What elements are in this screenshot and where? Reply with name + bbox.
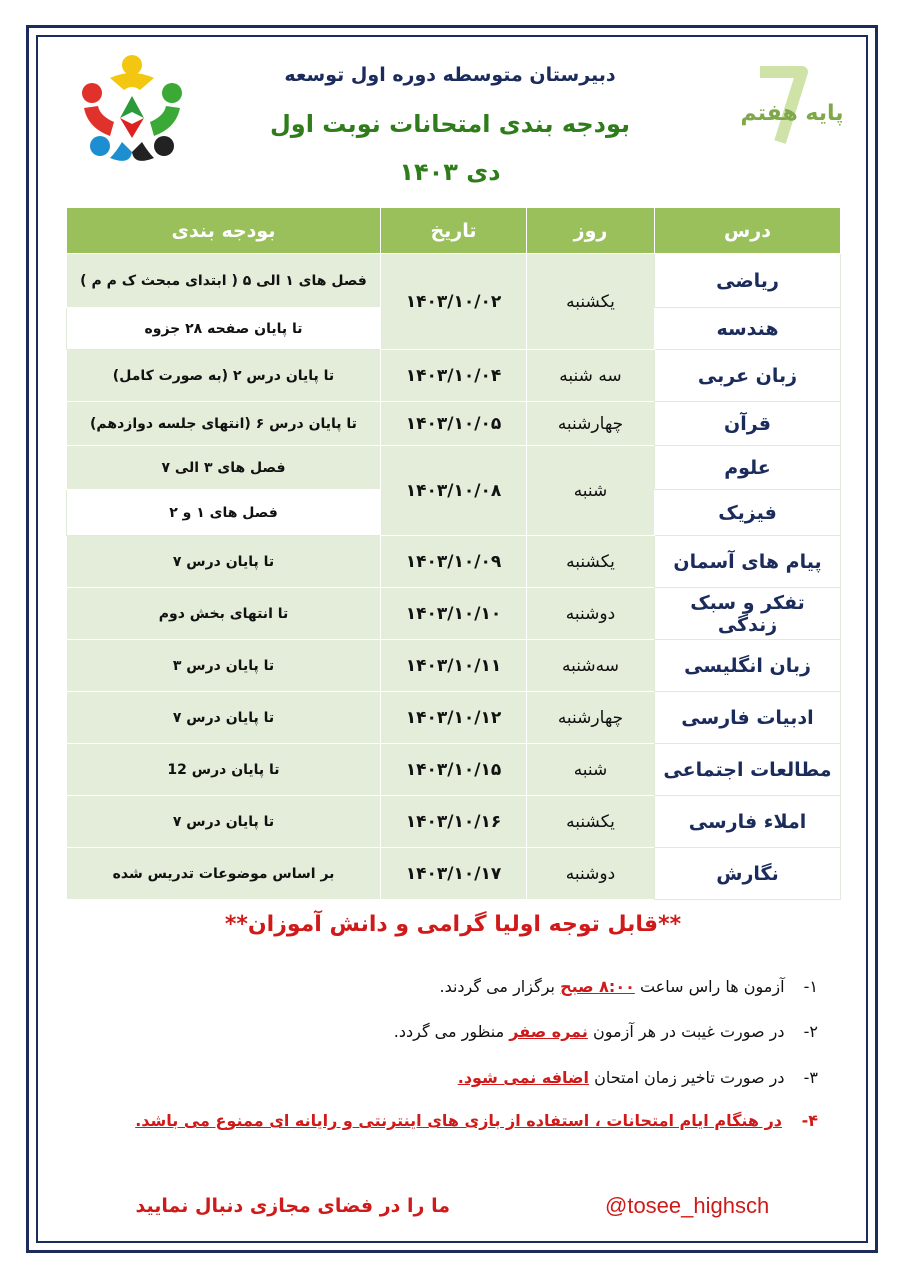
- day-cell: سه شنبه: [527, 350, 655, 402]
- day-cell: شنبه: [527, 446, 655, 536]
- date-cell: ۱۴۰۳/۱۰/۰۵: [381, 402, 527, 446]
- notice-number: ۳-: [803, 1068, 818, 1087]
- subject-cell: تفکر و سبک زندگی: [655, 588, 841, 640]
- day-cell: دوشنبه: [527, 848, 655, 900]
- notice-item: [394, 1022, 818, 1041]
- notice-number: ۲-: [803, 1022, 818, 1041]
- notice-item: [135, 1111, 818, 1130]
- subject-cell: علوم: [655, 446, 841, 490]
- date-cell: ۱۴۰۳/۱۰/۰۹: [381, 536, 527, 588]
- notice-item: [439, 977, 818, 996]
- subject-cell: فیزیک: [655, 490, 841, 536]
- scope-cell: فصل های ۱ و ۲: [67, 490, 381, 536]
- notice-title: **قابل توجه اولیا گرامی و دانش آموزان**: [224, 912, 682, 937]
- scope-cell: تا پایان درس ۷: [67, 536, 381, 588]
- notice-highlight: ۸:۰۰ صبح: [560, 977, 635, 996]
- subject-cell: زبان عربی: [655, 350, 841, 402]
- date-cell: ۱۴۰۳/۱۰/۰۴: [381, 350, 527, 402]
- day-cell: شنبه: [527, 744, 655, 796]
- notice-text: برگزار می گردند.: [439, 977, 555, 996]
- date-cell: ۱۴۰۳/۱۰/۱۲: [381, 692, 527, 744]
- date-cell: ۱۴۰۳/۱۰/۱۷: [381, 848, 527, 900]
- date-cell: ۱۴۰۳/۱۰/۱۵: [381, 744, 527, 796]
- notice-number: ۱-: [803, 977, 818, 996]
- notice-text: در صورت غیبت در هر آزمون: [593, 1022, 785, 1041]
- table-row: [67, 692, 841, 744]
- day-cell: یکشنبه: [527, 796, 655, 848]
- date-cell: ۱۴۰۳/۱۰/۱۰: [381, 588, 527, 640]
- notice-text: منظور می گردد.: [393, 1022, 505, 1041]
- notice-text: در هنگام ایام امتحانات ، استفاده از بازی های اینترنتی و رایانه ای ممنوع می باشد.: [135, 1111, 783, 1130]
- subject-cell: زبان انگلیسی: [655, 640, 841, 692]
- table-row: [67, 796, 841, 848]
- scope-cell: تا پایان درس ۷: [67, 796, 381, 848]
- scope-cell: تا پایان صفحه ۲۸ جزوه: [67, 308, 381, 350]
- table-row: [67, 402, 841, 446]
- day-cell: چهارشنبه: [527, 402, 655, 446]
- school-logo: [70, 48, 195, 173]
- date-cell: ۱۴۰۳/۱۰/۰۲: [381, 254, 527, 350]
- table-row: [67, 536, 841, 588]
- instagram-handle[interactable]: @tosee_highsch: [605, 1193, 770, 1218]
- subject-cell: پیام های آسمان: [655, 536, 841, 588]
- date-cell: ۱۴۰۳/۱۰/۱۶: [381, 796, 527, 848]
- scope-cell: فصل های ۱ الی ۵ ( ابتدای مبحث ک م م ): [67, 254, 381, 308]
- scope-cell: تا پایان درس ۶ (انتهای جلسه دوازدهم): [67, 402, 381, 446]
- header-subject: درس: [655, 208, 841, 254]
- scope-cell: بر اساس موضوعات تدریس شده: [67, 848, 381, 900]
- day-cell: یکشنبه: [527, 536, 655, 588]
- table-row: [67, 744, 841, 796]
- grade-badge: [740, 62, 845, 152]
- notice-text: در صورت تاخیر زمان امتحان: [594, 1068, 785, 1087]
- notice-text: آزمون ها راس ساعت: [639, 977, 785, 996]
- subject-cell: املاء فارسی: [655, 796, 841, 848]
- table-row: [67, 640, 841, 692]
- table-row: [67, 446, 841, 490]
- table-row: [67, 588, 841, 640]
- grade-seven-icon: [740, 62, 845, 152]
- subject-cell: ریاضی: [655, 254, 841, 308]
- table-row: [67, 350, 841, 402]
- page-title: بودجه بندی امتحانات نوبت اول: [269, 110, 631, 138]
- subject-cell: هندسه: [655, 308, 841, 350]
- scope-cell: تا انتهای بخش دوم: [67, 588, 381, 640]
- scope-cell: تا پایان درس ۳: [67, 640, 381, 692]
- school-name: دبیرستان متوسطه دوره اول توسعه: [284, 64, 616, 86]
- subject-cell: قرآن: [655, 402, 841, 446]
- exam-date: دی ۱۴۰۳: [399, 158, 501, 186]
- day-cell: سه‌شنبه: [527, 640, 655, 692]
- day-cell: دوشنبه: [527, 588, 655, 640]
- table-header-row: [67, 208, 841, 254]
- subject-cell: نگارش: [655, 848, 841, 900]
- scope-cell: تا پایان درس ۷: [67, 692, 381, 744]
- subject-cell: مطالعات اجتماعی: [655, 744, 841, 796]
- subject-cell: ادبیات فارسی: [655, 692, 841, 744]
- header-day: روز: [527, 208, 655, 254]
- notice-number: ۴-: [801, 1111, 818, 1130]
- table-row: [67, 254, 841, 308]
- scope-cell: فصل های ۳ الی ۷: [67, 446, 381, 490]
- notice-item: [458, 1068, 818, 1087]
- date-cell: ۱۴۰۳/۱۰/۱۱: [381, 640, 527, 692]
- follow-us-text: ما را در فضای مجازی دنبال نمایید: [135, 1195, 450, 1217]
- table-row: [67, 848, 841, 900]
- scope-cell: تا پایان درس ۲ (به صورت کامل): [67, 350, 381, 402]
- exam-schedule-table: [66, 207, 841, 900]
- svg-text:پایه هفتم: پایه هفتم: [740, 101, 844, 126]
- scope-cell: تا پایان درس 12: [67, 744, 381, 796]
- notice-highlight: اضافه نمی شود.: [457, 1068, 589, 1087]
- day-cell: یکشنبه: [527, 254, 655, 350]
- header-scope: بودجه بندی: [67, 208, 381, 254]
- date-cell: ۱۴۰۳/۱۰/۰۸: [381, 446, 527, 536]
- header-date: تاریخ: [381, 208, 527, 254]
- notice-highlight: نمره صفر: [509, 1022, 588, 1041]
- day-cell: چهارشنبه: [527, 692, 655, 744]
